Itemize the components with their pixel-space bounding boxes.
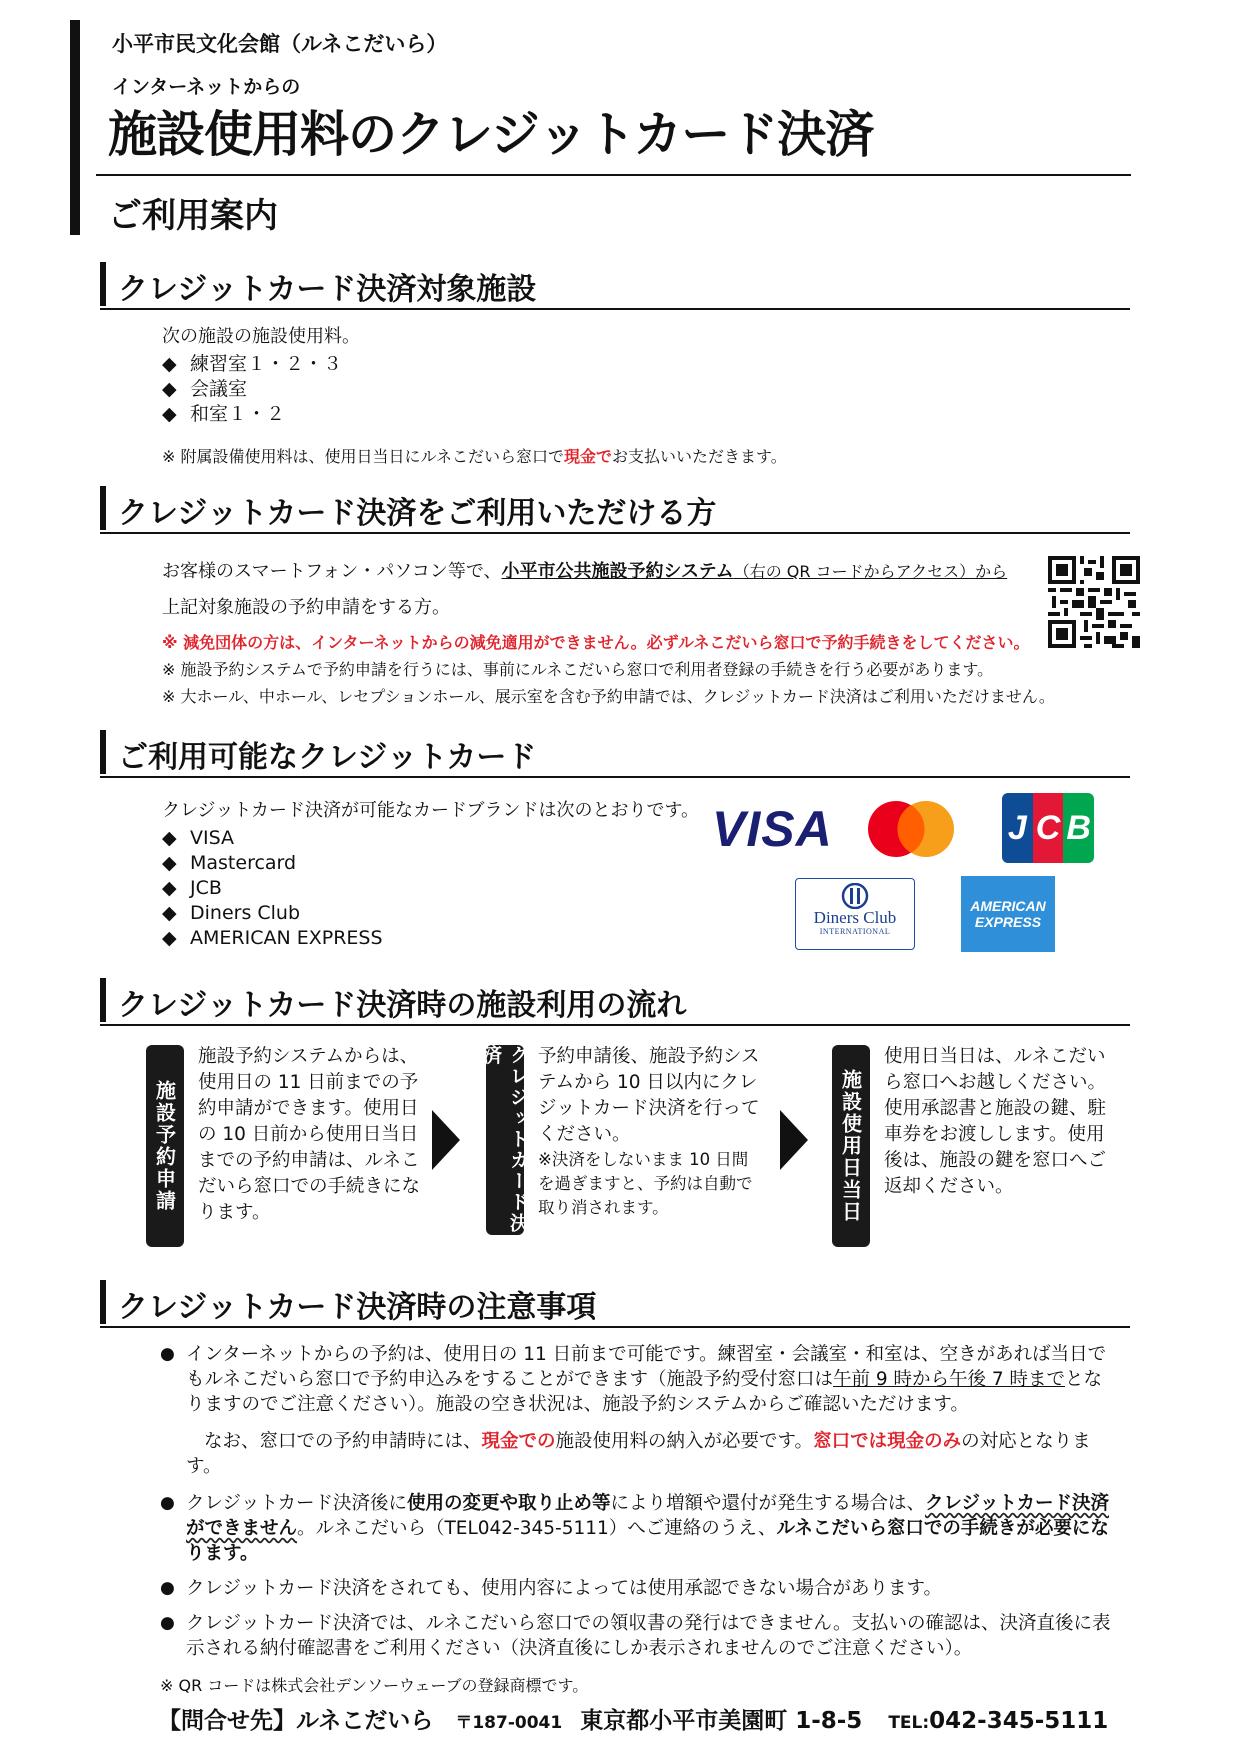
section-bar <box>100 978 106 1022</box>
flow-step-tag-payment: クレジットカード決済 <box>480 1045 529 1234</box>
hall-exclusion-note: ※ 大ホール、中ホール、レセプションホール、展示室を含む予約申請では、クレジットカード決済はご利用いただけません。 <box>162 687 1055 706</box>
flow-step-text-reservation: 施設予約システムからは、使用日の 11 日前までの予約申請ができます。使用日の 10 日前から使用日当日までの予約申請は、ルネこだいら窓口での手続きになります。 <box>198 1046 421 1223</box>
section-bar <box>100 262 106 306</box>
postal-code: 〒187-0041 <box>455 1713 563 1733</box>
section-heading-text: クレジットカード決済時の注意事項 <box>118 1290 597 1325</box>
circle-bullet-icon: ● <box>160 1613 175 1633</box>
list-item: ◆ Diners Club <box>162 902 301 924</box>
diners-emblem-icon <box>840 883 870 909</box>
jcb-logo: J C B <box>1002 793 1094 863</box>
equipment-fee-note: ※ 附属設備使用料は、使用日当日にルネこだいら窓口で現金でお支払いいただきます。 <box>162 447 787 466</box>
circle-bullet-icon: ● <box>160 1578 175 1598</box>
list-item: ◆ AMERICAN EXPRESS <box>162 927 383 949</box>
flow-step-tag-usage-day: 施設使用日当日 <box>832 1045 870 1247</box>
list-item: ◆ 会議室 <box>162 378 248 400</box>
diamond-bullet-icon: ◆ <box>162 877 177 899</box>
list-item: ◆ 和室１・２ <box>162 403 286 425</box>
eligibility-line-2: 上記対象施設の予約申請をする方。 <box>162 597 450 618</box>
flow-step-tag-reservation: 施設予約申請 <box>146 1045 184 1247</box>
section-heading-eligible-users <box>100 486 1130 534</box>
contact-footer <box>158 1702 1108 1735</box>
flow-step-payment <box>538 1044 762 1220</box>
diamond-bullet-icon: ◆ <box>162 827 177 849</box>
contact-label: 【問合せ先】ルネこだいら <box>158 1708 434 1734</box>
visa-logo: VISA <box>712 801 833 857</box>
facility-list <box>162 352 342 427</box>
list-item: ◆ JCB <box>162 877 222 899</box>
list-item: ◆ 練習室１・２・３ <box>162 353 343 375</box>
list-item: ● クレジットカード決済では、ルネこだいら窓口での領収書の発行はできません。支払いの確認は、決済直後に表示される納付確認書をご利用ください（決済直後にしか表示されませんのでご注意ください）。 <box>160 1613 1111 1659</box>
diners-club-logo: Diners Club INTERNATIONAL <box>795 878 915 950</box>
page-subtitle: ご利用案内 <box>108 196 278 236</box>
facilities-intro: 次の施設の施設使用料。 <box>162 326 360 347</box>
flow-step-text-payment: 予約申請後、施設予約システムから 10 日以内にクレジットカード決済を行ってください。 <box>538 1046 760 1145</box>
list-item: ◆ Mastercard <box>162 852 297 874</box>
contact-phone[interactable]: 042-345-5111 <box>929 1708 1109 1734</box>
reduction-warning: ※ 減免団体の方は、インターネットからの減免適用ができません。必ずルネこだいら窓口で予約手続きをしてください。 <box>162 633 1030 652</box>
mastercard-logo <box>862 798 960 860</box>
list-item: ● クレジットカード決済をされても、使用内容によっては使用承認できない場合があります。 <box>160 1578 943 1599</box>
list-item: ● インターネットからの予約は、使用日の 11 日前まで可能です。練習室・会議室・和室は、空きがあれば当日でもルネこだいら窓口で予約申込みをすることができます（施設予約受付窓口は午前 9 時から午後 7 時までとなりますのでご注意ください）。施設の空き状況は、施設予約システムからご確認いただけます。 なお、窓口での予約申請時には、現金での施設使用料の納入が必要です。窓口では現金のみの対応となります。 <box>160 1344 1107 1477</box>
section-bar <box>100 730 106 774</box>
circle-bullet-icon: ● <box>160 1493 175 1513</box>
diamond-bullet-icon: ◆ <box>162 927 177 949</box>
header-accent-bar <box>70 20 80 235</box>
page-title: 施設使用料のクレジットカード決済 <box>108 106 874 163</box>
american-express-logo: AMERICAN EXPRESS <box>961 876 1055 952</box>
section-heading-text: クレジットカード決済をご利用いただける方 <box>118 496 717 531</box>
qr-trademark-note: ※ QR コードは株式会社デンソーウェーブの登録商標です。 <box>160 1676 589 1695</box>
section-heading-text: ご利用可能なクレジットカード <box>118 740 537 775</box>
flow-arrow-icon <box>432 1110 460 1170</box>
precaution-list <box>160 1342 1120 1698</box>
section-heading-accepted-cards <box>100 730 1130 778</box>
registration-note: ※ 施設予約システムで予約申請を行うには、事前にルネこだいら窓口で利用者登録の手続きを行う必要があります。 <box>162 660 994 679</box>
title-divider <box>96 174 1131 176</box>
section-heading-text: クレジットカード決済時の施設利用の流れ <box>118 988 687 1023</box>
tel-label: TEL: <box>888 1713 930 1733</box>
flow-step-text-usage-day: 使用日当日は、ルネこだいら窓口へお越しください。使用承認書と施設の鍵、駐車券をお渡しします。使用後は、施設の鍵を窓口へご返却ください。 <box>884 1046 1107 1197</box>
section-bar <box>100 1280 106 1324</box>
flow-arrow-icon <box>780 1110 808 1170</box>
list-item: ◆ VISA <box>162 827 235 849</box>
cards-intro: クレジットカード決済が可能なカードブランドは次のとおりです。 <box>162 800 700 821</box>
contact-address: 東京都小平市美園町 1-8-5 <box>580 1708 863 1734</box>
flow-step-subnote: ※決済をしないまま 10 日間を過ぎますと、予約は自動で取り消されます。 <box>538 1150 753 1217</box>
section-heading-precautions <box>100 1280 1130 1328</box>
section-bar <box>100 486 106 530</box>
reservation-system-link[interactable]: 小平市公共施設予約システム <box>501 561 734 582</box>
section-heading-target-facilities <box>100 262 1130 310</box>
circle-bullet-icon: ● <box>160 1344 175 1364</box>
section-heading-text: クレジットカード決済対象施設 <box>118 272 537 307</box>
diamond-bullet-icon: ◆ <box>162 403 177 425</box>
list-item: ● クレジットカード決済後に使用の変更や取り止め等により増額や還付が発生する場合は、クレジットカード決済ができません。ルネこだいら（TEL042-345-5111）へご連絡のうえ、ルネこだいら窓口での手続きが必要になります。 <box>160 1493 1109 1564</box>
diamond-bullet-icon: ◆ <box>162 378 177 400</box>
diamond-bullet-icon: ◆ <box>162 902 177 924</box>
diamond-bullet-icon: ◆ <box>162 353 177 375</box>
qr-code-icon[interactable] <box>1048 556 1140 648</box>
card-brand-list <box>162 826 383 951</box>
eligibility-line-1: お客様のスマートフォン・パソコン等で、小平市公共施設予約システム（右の QR コードからアクセス）から <box>162 561 1008 582</box>
title-kicker: インターネットからの <box>112 76 301 98</box>
section-heading-usage-flow <box>100 978 1130 1026</box>
organization-name: 小平市民文化会館（ルネこだいら） <box>112 32 448 56</box>
diamond-bullet-icon: ◆ <box>162 852 177 874</box>
